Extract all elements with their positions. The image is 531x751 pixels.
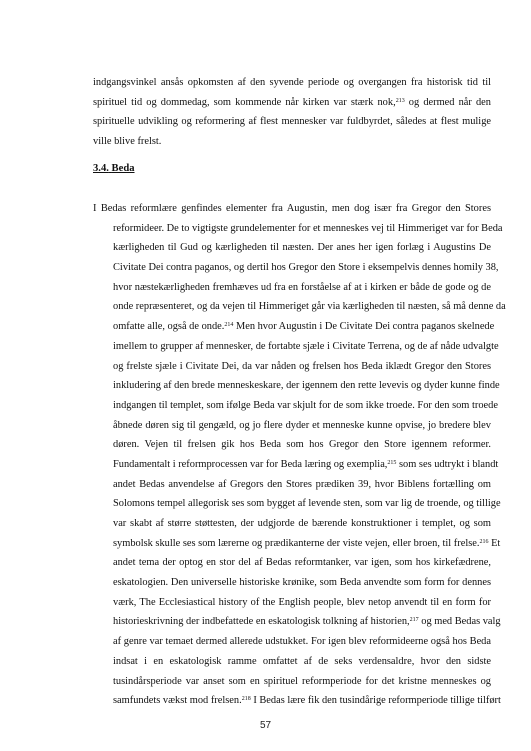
text-line: andet tema der optog en stor del af Bedas reformtanker, var igen, som hos kirkefædrene, [113,557,491,569]
text-line [93,691,501,711]
text-run: Fundamentalt i reformprocessen var for Beda læring og exemplia, [113,458,388,470]
text-line: I Bedas reformlære genfindes elementer fra Augustin, men dog især fra Gregor den Stores [93,203,491,214]
footnote-ref[interactable]: 218 [241,696,251,703]
text-line: tusindårsperiode var anset som en spirituel reformperiode for det kristne menneskes og [113,675,491,687]
text-line [93,93,491,113]
text-line: Solomons tempel allegorisk ses som bygget af levende sten, som var lig de troende, og tillige [113,498,501,510]
text-line: var skabt af større støttesten, der udgjorde de bærende konstruktioner i templet, og som [113,518,491,529]
text-run: og med Bedas valg [418,616,501,628]
text-run: og dermed når den [404,96,491,108]
text-line: andet Bedas anvendelse af Gregors den Stores prædiken 39, hvor Biblens fortælling om [113,478,491,490]
footnote-ref[interactable]: 213 [395,97,405,104]
text-line: indgangen til templet, som ifølge Beda var skjult for de som ikke troede. For den som troede [113,399,498,411]
text-line: spirituelle udvikling og reformering af flest mennesker var fuldbyrdet, således at flest mulige [93,116,491,128]
text-run: som ses udtrykt i blandt [396,458,499,470]
text-line [93,534,501,554]
footnote-ref[interactable]: 215 [387,459,397,466]
footnote-ref[interactable]: 217 [409,617,419,624]
text-run: samfundets vækst mod frelsen. [113,695,242,707]
paragraph-intro [93,73,491,152]
section-number: 3.4. [93,163,109,174]
section-title: Beda [111,163,135,174]
text-line: eskatologien. Den universelle historiske krønike, som Beda anvendte som form for dennes [113,577,491,589]
text-line: reformideer. De to vigtigste grundelementer for et menneskes vej til Himmeriget var for Beda [113,222,503,234]
text-run: Et [488,537,501,549]
text-run: historieskrivning der indbefattede en eskatologisk tolkning af historien, [113,616,410,628]
section-heading [93,163,135,174]
text-line: af genre var temaet dermed allerede udstukket. For igen blev reformideerne også hos Beda [113,636,491,648]
text-line: åbnede døren sig til gengæld, og jo flere dyder et menneske kunne opvise, jo bredere blev [113,419,491,431]
page-number: 57 [259,720,272,731]
text-line: Civitate Dei contra paganos, og dertil hos Gregor den Store i eksempelvis dennes homily 38, [113,262,499,274]
text-line: inkludering af den brede menneskeskare, der igennem den rette levevis og dyder kunne finde [113,380,500,392]
text-line [93,612,501,632]
text-run: symbolsk skulle ses som lærerne og prædikanterne der viste vejen, eller broen, til frelse. [113,537,480,549]
text-line [93,455,499,475]
footnote-ref[interactable]: 214 [224,322,234,329]
text-line: og frelste sjæle i Civitate Dei, da var nåden og frelsen hos Beda iklædt Gregor den Stores [113,360,491,372]
text-run: Men hvor Augustin i De Civitate Dei contra paganos skelnede [233,321,495,333]
paragraph-beda [93,199,506,711]
text-line: indgangsvinkel ansås opkomsten af den syvende periode og overgangen fra historisk tid til [93,77,491,88]
text-run: I Bedas lære fik den tusindårige reformperiode tillige tilført [250,695,501,707]
text-line [93,317,495,337]
text-run: omfatte alle, også de onde. [113,321,225,333]
text-line: hvor næstekærligheden fremhæves ud fra en forståelse af at i kirken er både de gode og de [113,281,491,293]
text-line: kærligheden til Gud og kærligheden til næsten. Der anes her igen forlæg i Augustins De [113,242,491,254]
text-line: onde repræsenteret, og da vejen til Himmeriget går via kærligheden til næsten, så må denne da [113,301,506,313]
text-line: ville blive frelst. [93,136,162,148]
text-line: imellem to grupper af mennesker, de fortabte sjæle i Civitate Terrena, og de af nåde udvalgte [113,340,499,352]
text-line: indsat i en eskatologisk ramme omfattet af de seks verdensaldre, hvor den sidste [113,655,491,667]
text-line: døren. Vejen til frelsen gik hos Beda som hos Gregor den Store igennem reformer. [113,439,491,451]
footnote-ref[interactable]: 216 [479,538,489,545]
text-line: værk, The Ecclesiastical history of the English people, blev netop anvendt til en form for [113,596,491,608]
text-run: spirituel tid og dommedag, som kommende når kirken var stærk nok, [93,96,396,108]
